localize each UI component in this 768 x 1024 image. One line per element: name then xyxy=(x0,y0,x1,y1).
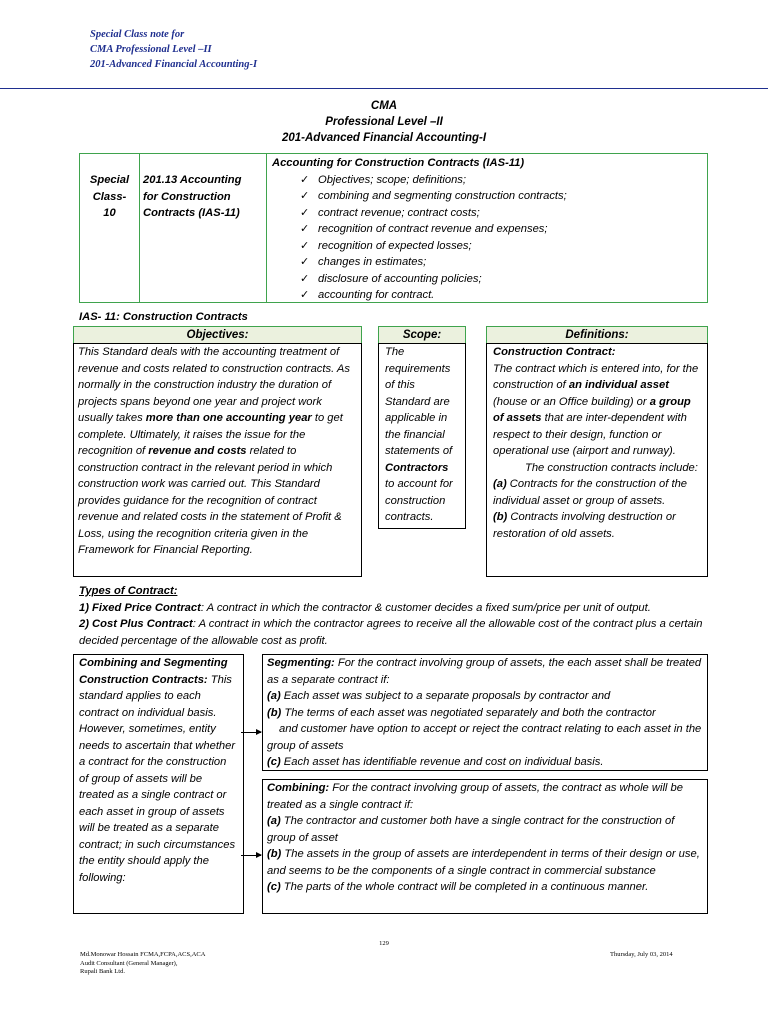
type-label: 1) Fixed Price Contract xyxy=(79,601,201,614)
segmenting-box xyxy=(262,654,708,771)
box-text: For the contract involving group of assets, the each asset shall be treated as a separate contract if: xyxy=(267,657,702,686)
definition-paragraph xyxy=(493,361,701,460)
page-number: 129 xyxy=(379,940,389,947)
definition-text: (house or an Office building) or xyxy=(493,395,650,408)
cell-line: for Construction xyxy=(143,190,231,203)
item-label: (c) xyxy=(267,756,281,768)
type-text: : A contract in which the contractor agrees to receive all the allowable cost of the contract plus a certain decided percentage of the allowable cost as profit. xyxy=(79,618,703,647)
footer-line: Rupali Bank Ltd. xyxy=(80,968,125,975)
title-line: 201-Advanced Financial Accounting-I xyxy=(281,132,487,144)
fixed-price-contract xyxy=(79,600,709,617)
checkmark-icon: ✓ xyxy=(300,190,310,202)
types-of-contract xyxy=(79,583,709,649)
item-text: accounting for contract. xyxy=(318,289,435,301)
item-text: The contractor and customer both have a single contract for the construction of group of asset xyxy=(267,815,675,844)
arrow-right-icon xyxy=(241,855,261,856)
item-text: changes in estimates; xyxy=(318,256,427,268)
box-label: Segmenting: xyxy=(267,657,335,669)
cell-line: Special xyxy=(89,174,130,186)
combining-item-b xyxy=(267,846,703,879)
item-text: recognition of expected losses; xyxy=(318,239,472,252)
class-table xyxy=(79,153,708,303)
checkmark-icon: ✓ xyxy=(300,289,310,301)
objectives-heading: Objectives: xyxy=(73,326,362,344)
definition-include: The construction contracts include: xyxy=(525,461,698,474)
item-label: (b) xyxy=(267,706,282,719)
definition-item-a xyxy=(493,476,701,509)
scope-heading: Scope: xyxy=(378,326,466,344)
item-text: recognition of contract revenue and expenses; xyxy=(318,223,548,235)
list-item xyxy=(272,188,708,205)
item-label: (c) xyxy=(267,881,281,893)
item-text: Objectives; scope; definitions; xyxy=(318,173,466,186)
objectives-box xyxy=(73,343,362,577)
scope-text: to account for construction contracts. xyxy=(385,478,453,523)
objectives-text: This Standard deals with the accounting treatment of revenue and costs related to construction contracts. As normally in the construction industry the duration of projects spans beyond one year and project work usually takes xyxy=(78,346,350,424)
definition-item-b xyxy=(493,509,701,542)
cost-plus-contract xyxy=(79,616,709,649)
item-text: Contracts involving destruction or restoration of old assets. xyxy=(493,511,676,540)
item-label: (b) xyxy=(493,511,508,523)
list-item xyxy=(272,254,708,271)
footer-line: Audit Consultant (General Manager), xyxy=(80,959,178,967)
box-text: This standard applies to each contract on individual basis. However, sometimes, entity needs to ascertain that whether a contract for the construction of group of assets will be treated as a single contract or each asset in group of assets will be treated as a separate contract; in such circumstances the entity should apply the following: xyxy=(79,673,236,884)
definition-text: that are inter-dependent with respect to their design, function or operational use (airport and runway). xyxy=(493,412,687,457)
item-text: contract revenue; contract costs; xyxy=(318,206,480,219)
page-header xyxy=(90,27,257,72)
combining-box xyxy=(262,779,708,914)
item-label: (a) xyxy=(267,815,281,827)
footer-author xyxy=(80,951,205,977)
header-line: Special Class note for xyxy=(90,29,185,40)
topics-title: Accounting for Construction Contracts (IAS-11) xyxy=(272,157,525,169)
topic-cell xyxy=(140,154,267,302)
types-heading: Types of Contract: xyxy=(79,585,178,597)
box-text: For the contract involving group of assets, the contract as whole will be treated as a single contract if: xyxy=(267,782,683,811)
segmenting-item-c xyxy=(267,754,703,771)
definitions-heading: Definitions: xyxy=(486,326,708,344)
cell-line: 201.13 Accounting xyxy=(143,174,242,186)
type-text: : A contract in which the contractor & customer decides a fixed sum/price per unit of output. xyxy=(200,601,651,614)
class-number-cell xyxy=(80,154,140,302)
list-item xyxy=(272,172,708,189)
item-text: The parts of the whole contract will be completed in a continuous manner. xyxy=(280,881,649,893)
list-item xyxy=(272,221,708,238)
checkmark-icon: ✓ xyxy=(300,272,310,285)
item-text: combining and segmenting construction contracts; xyxy=(318,190,567,202)
item-text: The assets in the group of assets are interdependent in terms of their design or use, and seems to be the components of a single contract in commercial substance xyxy=(267,848,700,877)
cell-line: Class- xyxy=(92,190,127,203)
segmenting-item-b-cont: and customer have option to accept or reject the contract relating to each asset in the group of assets xyxy=(267,723,702,752)
header-line: CMA Professional Level –II xyxy=(90,44,212,55)
box-title: Combining and Segmenting Construction Contracts: xyxy=(79,657,228,686)
definition-term: Construction Contract: xyxy=(493,346,616,358)
scope-emphasis: Contractors xyxy=(385,461,449,474)
objectives-emphasis: revenue and costs xyxy=(148,445,247,457)
list-item xyxy=(272,287,708,304)
segmenting-intro xyxy=(267,655,703,688)
scope-text: The requirements of this Standard are applicable in the financial statements of xyxy=(385,346,453,457)
segmenting-item-a xyxy=(267,688,703,705)
list-item xyxy=(272,271,708,288)
objectives-emphasis: more than one accounting year xyxy=(145,412,312,424)
topics-list-cell xyxy=(268,154,708,302)
document-title xyxy=(0,98,768,146)
header-line: 201-Advanced Financial Accounting-I xyxy=(90,59,258,70)
list-item xyxy=(272,238,708,255)
footer-date: Thursday, July 03, 2014 xyxy=(610,951,673,958)
objectives-text: to get complete. Ultimately, it raises the issue for the recognition of xyxy=(78,412,343,457)
definitions-box xyxy=(486,343,708,577)
title-line: Professional Level –II xyxy=(325,116,443,128)
item-text: disclosure of accounting policies; xyxy=(318,272,482,285)
cell-line: 10 xyxy=(103,207,116,219)
definition-emphasis: a group of assets xyxy=(493,395,691,424)
combining-segmenting-box xyxy=(73,654,244,914)
item-text: Each asset has identifiable revenue and cost on individual basis. xyxy=(280,756,604,768)
definition-text: The contract which is entered into, for the construction of xyxy=(493,362,699,391)
header-divider xyxy=(0,88,768,89)
topics-list xyxy=(272,172,708,304)
checkmark-icon: ✓ xyxy=(300,223,310,235)
combining-intro xyxy=(267,780,703,813)
title-line: CMA xyxy=(370,100,398,112)
list-item xyxy=(272,205,708,222)
checkmark-icon: ✓ xyxy=(300,206,310,219)
segmenting-item-b xyxy=(267,705,703,722)
scope-box xyxy=(378,343,466,529)
checkmark-icon: ✓ xyxy=(300,239,310,252)
box-label: Combining: xyxy=(267,782,330,794)
checkmark-icon: ✓ xyxy=(300,256,310,268)
objectives-text: related to construction contract in the relevant period in which construction work was carried out. This Standard provides guidance for the recognition of contract revenue and related costs in the statement of Profit & Loss, using the recognition criteria given in the Framework for Financial Reporting. xyxy=(78,445,342,556)
arrow-right-icon xyxy=(241,732,261,733)
item-text: Each asset was subject to a separate proposals by contractor and xyxy=(280,690,611,702)
footer-line: Md.Monowar Hossain FCMA,FCPA,ACS,ACA xyxy=(80,951,206,958)
item-label: (a) xyxy=(267,690,281,702)
definition-emphasis: an individual asset xyxy=(568,379,669,391)
combining-item-c xyxy=(267,879,703,896)
item-text: The terms of each asset was negotiated separately and both the contractor xyxy=(281,706,656,719)
item-label: (b) xyxy=(267,848,282,860)
type-label: 2) Cost Plus Contract xyxy=(79,618,193,630)
checkmark-icon: ✓ xyxy=(300,173,310,186)
cell-line: Contracts (IAS-11) xyxy=(143,207,240,219)
ias-heading: IAS- 11: Construction Contracts xyxy=(79,311,248,323)
item-text: Contracts for the construction of the individual asset or group of assets. xyxy=(493,478,688,507)
item-label: (a) xyxy=(493,478,507,490)
combining-item-a xyxy=(267,813,703,846)
